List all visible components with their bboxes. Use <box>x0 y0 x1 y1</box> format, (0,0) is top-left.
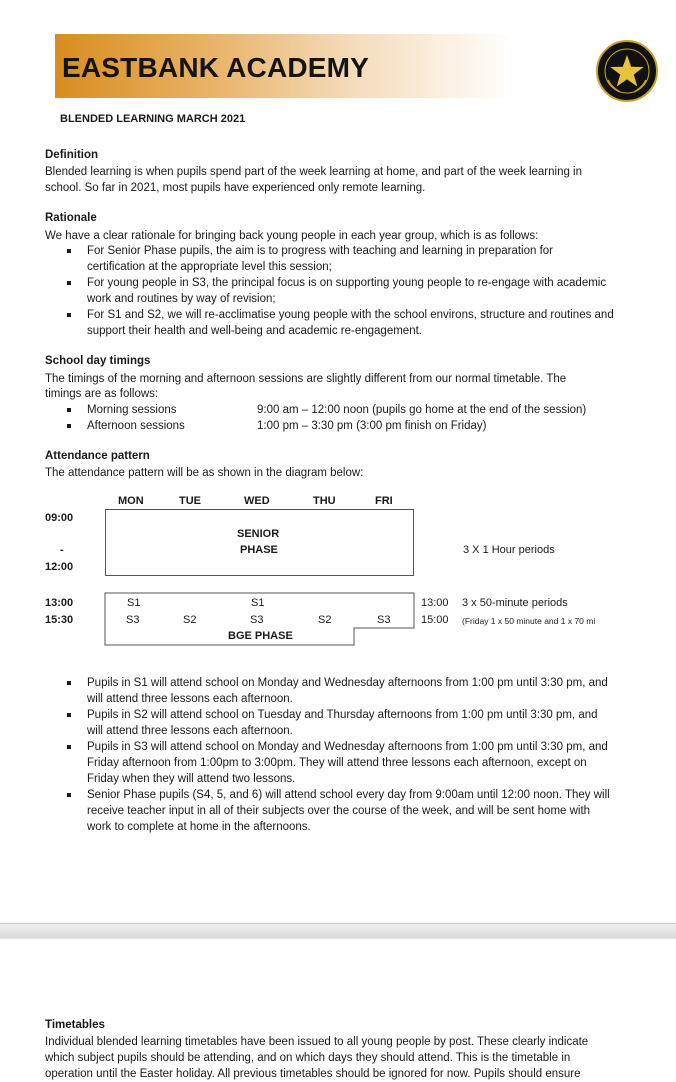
rationale-item-line: certification at the appropriate level this session; <box>87 261 332 273</box>
morning-end-time: 12:00 <box>45 561 74 573</box>
star-badge-icon <box>596 40 658 102</box>
senior-phase-box <box>105 509 414 576</box>
attendance-bullet-line: will attend three lessons each afternoon. <box>87 693 293 705</box>
bullet-icon <box>67 249 71 253</box>
session-name: Morning sessions <box>87 404 177 416</box>
cell-fri-r2: S3 <box>377 614 391 626</box>
attendance-intro: The attendance pattern will be as shown in the diagram below: <box>45 467 364 479</box>
attendance-heading: Attendance pattern <box>45 450 150 462</box>
afternoon-start-time: 13:00 <box>45 597 74 609</box>
rationale-item-line: support their health and well-being and academic re-engagement. <box>87 325 422 337</box>
afternoon-end-time: 15:30 <box>45 614 74 626</box>
timetables-line: which subject pupils should be attending, and on which days they should attend. This is the timetable in <box>45 1052 571 1064</box>
rationale-item-line: For young people in S3, the principal focus is on supporting young people to re-engage with academic <box>87 277 607 289</box>
attendance-bullet-line: Pupils in S1 will attend school on Monday and Wednesday afternoons from 1:00 pm until 3:30 pm, and <box>87 677 608 689</box>
attendance-bullet-line: Pupils in S2 will attend school on Tuesday and Thursday afternoons from 1:00 pm until 3:30 pm, and <box>87 709 598 721</box>
timings-heading: School day timings <box>45 355 151 367</box>
rationale-item-line: work and routines by way of revision; <box>87 293 276 305</box>
definition-line: school. So far in 2021, most pupils have experienced only remote learning. <box>45 182 426 194</box>
day-header: THU <box>313 495 336 507</box>
session-name: Afternoon sessions <box>87 420 185 432</box>
attendance-bullet-line: Friday afternoon from 1:00pm to 3:00pm. They will attend three lessons each afternoon, except on <box>87 757 587 769</box>
definition-line: Blended learning is when pupils spend part of the week learning at home, and part of the week learning in <box>45 166 583 178</box>
page-break <box>0 923 676 939</box>
timings-line: The timings of the morning and afternoon sessions are slightly different from our normal timetable. The <box>45 373 567 385</box>
timetables-heading: Timetables <box>45 1019 105 1031</box>
bullet-icon <box>67 313 71 317</box>
bullet-icon <box>67 745 71 749</box>
timetables-line: Individual blended learning timetables have been issued to all young people by post. These clearly indicate <box>45 1036 589 1048</box>
day-header: FRI <box>375 495 393 507</box>
cell-mon-r2: S3 <box>126 614 140 626</box>
attendance-bullet-line: will attend three lessons each afternoon. <box>87 725 293 737</box>
afternoon-periods-note: 3 x 50-minute periods <box>462 597 568 609</box>
cell-thu-r2: S2 <box>318 614 332 626</box>
bullet-icon <box>67 281 71 285</box>
rationale-item-line: For Senior Phase pupils, the aim is to progress with teaching and learning in preparation for <box>87 245 554 257</box>
afternoon-time-1: 13:00 <box>421 597 449 609</box>
senior-phase-label: PHASE <box>240 544 278 556</box>
day-header: MON <box>118 495 144 507</box>
friday-periods-note: (Friday 1 x 50 minute and 1 x 70 mi <box>462 616 596 626</box>
attendance-bullet-line: work to complete at home in the afternoons. <box>87 821 311 833</box>
attendance-bullet-line: Friday when they will attend two lessons. <box>87 773 296 785</box>
attendance-bullet-line: Pupils in S3 will attend school on Monday and Wednesday afternoons from 1:00 pm until 3:30 pm, and <box>87 741 608 753</box>
school-name: EASTBANK ACADEMY <box>62 52 370 83</box>
session-time: 1:00 pm – 3:30 pm (3:00 pm finish on Friday) <box>257 420 487 432</box>
rationale-heading: Rationale <box>45 212 97 224</box>
bullet-icon <box>67 408 71 412</box>
timings-line: timings are as follows: <box>45 388 159 400</box>
morning-periods-note: 3 X 1 Hour periods <box>463 544 555 556</box>
cell-mon-r1: S1 <box>127 597 141 609</box>
rationale-intro: We have a clear rationale for bringing back young people in each year group, which is as follows: <box>45 230 539 242</box>
cell-tue-r2: S2 <box>183 614 197 626</box>
attendance-bullet-line: receive teacher input in all of their subjects over the course of the week, and will be sent home with <box>87 805 591 817</box>
day-header: TUE <box>179 495 201 507</box>
morning-start-time: 09:00 <box>45 512 74 524</box>
bullet-icon <box>67 424 71 428</box>
afternoon-time-2: 15:00 <box>421 614 449 626</box>
bullet-icon <box>67 793 71 797</box>
timetables-line: operation until the Easter holiday. All previous timetables should be ignored for now. Pupils should ensure <box>45 1068 581 1080</box>
cell-wed-r2: S3 <box>250 614 264 626</box>
bullet-icon <box>67 713 71 717</box>
morning-dash: - <box>60 544 64 556</box>
senior-phase-label: SENIOR <box>237 528 280 540</box>
cell-wed-r1: S1 <box>251 597 265 609</box>
rationale-item-line: For S1 and S2, we will re-acclimatise young people with the school environs, structure and routines and <box>87 309 614 321</box>
document-subtitle: BLENDED LEARNING MARCH 2021 <box>60 113 246 125</box>
session-time: 9:00 am – 12:00 noon (pupils go home at the end of the session) <box>257 404 587 416</box>
bge-phase-label: BGE PHASE <box>228 630 293 642</box>
day-header: WED <box>244 495 270 507</box>
attendance-bullet-line: Senior Phase pupils (S4, 5, and 6) will attend school every day from 9:00am until 12:00 noon. They will <box>87 789 610 801</box>
bullet-icon <box>67 681 71 685</box>
definition-heading: Definition <box>45 149 99 161</box>
